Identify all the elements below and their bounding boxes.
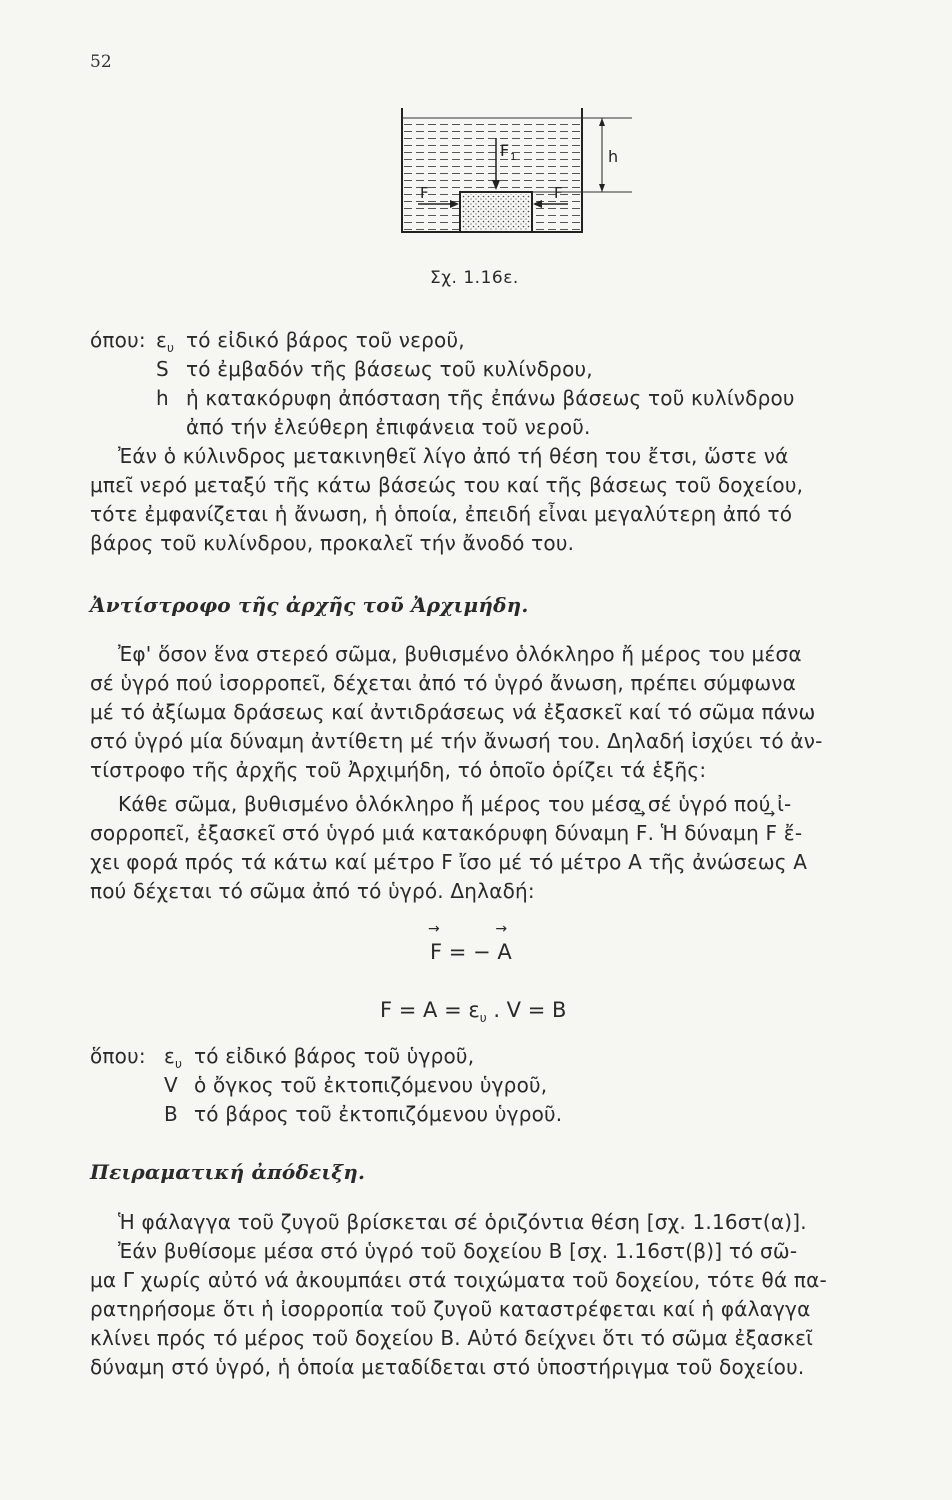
equation-magnitude: $F = A = \varepsilon_\upsilon$ . V = B [380, 998, 567, 1026]
symbol: ε [156, 328, 168, 352]
figure-caption: Σχ. 1.16ε. [430, 268, 519, 288]
text-line: Ἐάν βυθίσομε μέσα στό ὑγρό τοῦ δοχείου Β [σχ. 1.16στ(β)] τό σῶ- [118, 1239, 798, 1263]
definition-row [90, 355, 900, 384]
section-heading-experimental-proof: Πειραματική ἀπόδειξη. [90, 1160, 366, 1184]
paragraph-cylinder-moved [90, 442, 900, 558]
text-line: Κάθε σῶμα, βυθισμένο ὁλόκληρο ἤ μέρος του μέσα σέ ὑγρό πού ἰ- [118, 792, 792, 816]
symbol: V [164, 1073, 178, 1097]
text-line: μπεῖ νερό μεταξύ τῆς κάτω βάσεώς του καί τῆς βάσεως τοῦ δοχείου, [90, 473, 804, 497]
text-line: δύναμη στό ὑγρό, ἡ ὁποία μεταδίδεται στό ὑποστήριγμα τοῦ δοχείου. [90, 1355, 805, 1379]
vector-a: → A [497, 940, 511, 964]
text-line: βάρος τοῦ κυλίνδρου, προκαλεῖ τήν ἄνοδό του. [90, 531, 575, 555]
text-line: Ἡ φάλαγγα τοῦ ζυγοῦ βρίσκεται σέ ὁριζόντια θέση [σχ. 1.16στ(α)]. [118, 1210, 807, 1234]
page-number: 52 [90, 52, 112, 72]
section-heading-inverse-archimedes: Ἀντίστροφο τῆς ἀρχῆς τοῦ Ἀρχιμήδη. [90, 593, 529, 617]
vector-f: → F [766, 819, 778, 848]
definition-text: τό βάρος τοῦ ἐκτοπιζόμενου ὑγροῦ. [194, 1102, 563, 1126]
definition-row [90, 1100, 900, 1129]
text-line: μα Γ χωρίς αὐτό νά ἀκουμπάει στά τοιχώματα τοῦ δοχείου, τότε θά πα- [90, 1268, 827, 1292]
symbol-subscript: υ [167, 341, 175, 355]
text-line: σορροπεῖ, ἐξασκεῖ στό ὑγρό μιά κατακόρυφη δύναμη → F. Ἡ δύναμη → F ἔ- [90, 819, 900, 848]
definition-row [90, 384, 900, 413]
equation-vector: → F = − → A [430, 940, 512, 964]
left-force-label: F [420, 184, 429, 202]
paragraph-experiment [90, 1208, 900, 1382]
text-line: Ἐφ' ὅσον ἕνα στερεό σῶμα, βυθισμένο ὁλόκληρο ἤ μέρος του μέσα [118, 642, 802, 666]
text-line: χει φορά πρός τά κάτω καί μέτρο F ἴσο μέ τό μέτρο Α τῆς ἀνώσεως Α [90, 850, 808, 874]
symbol: B [164, 1102, 178, 1126]
right-force-label: F [554, 184, 563, 202]
vector-f: → F [636, 819, 648, 848]
text-line: κλίνει πρός τό μέρος τοῦ δοχείου Β. Αὐτό δείχνει ὅτι τό σῶμα ἐξασκεῖ [90, 1326, 814, 1350]
definition-text: ἡ κατακόρυφη ἀπόσταση τῆς ἐπάνω βάσεως τοῦ κυλίνδρου [186, 386, 795, 410]
text-line: πού δέχεται τό σῶμα ἀπό τό ὑγρό. Δηλαδή: [90, 879, 535, 903]
figure-cylinder-in-water [392, 100, 642, 240]
definition-label: ὅπου: [90, 1044, 146, 1068]
cylinder-fill [462, 194, 530, 230]
definition-text: τό εἰδικό βάρος τοῦ νεροῦ, [186, 328, 465, 352]
text-line: τότε ἐμφανίζεται ἡ ἄνωση, ἡ ὁποία, ἐπειδή εἶναι μεγαλύτερη ἀπό τό [90, 502, 793, 526]
text-line: τίστροφο τῆς ἀρχῆς τοῦ Ἀρχιμήδη, τό ὁποῖο ὁρίζει τά ἑξῆς: [90, 758, 707, 782]
text-line: σέ ὑγρό πού ἰσορροπεῖ, δέχεται ἀπό τό ὑγρό ἄνωση, πρέπει σύμφωνα [90, 671, 797, 695]
f1-subscript: 1 [510, 152, 517, 163]
f1-label: F [500, 141, 510, 160]
paragraph-statement [90, 790, 900, 906]
symbol-subscript: υ [175, 1057, 183, 1071]
definition-label: όπου: [90, 328, 146, 352]
definition-text: ἀπό τήν ἐλεύθερη ἐπιφάνεια τοῦ νεροῦ. [186, 415, 591, 439]
definition-row [90, 1042, 900, 1071]
text-line: μέ τό ἀξίωμα δράσεως καί ἀντιδράσεως νά ἐξασκεῖ καί τό σῶμα πάνω [90, 700, 816, 724]
container-diagram [392, 100, 642, 240]
definitions-water [90, 326, 900, 442]
text-line: στό ὑγρό μία δύναμη ἀντίθετη μέ τήν ἄνωσή του. Δηλαδή ἰσχύει τό ἀν- [90, 729, 823, 753]
definition-text: τό εἰδικό βάρος τοῦ ὑγροῦ, [194, 1044, 475, 1068]
vector-f: → F [430, 940, 442, 964]
h-label: h [608, 147, 619, 166]
symbol: ε [164, 1044, 176, 1068]
definition-text: τό ἐμβαδόν τῆς βάσεως τοῦ κυλίνδρου, [186, 357, 593, 381]
definition-row [90, 326, 900, 355]
definition-row [90, 413, 900, 442]
definition-text: ὁ ὄγκος τοῦ ἐκτοπιζόμενου ὑγροῦ, [194, 1073, 548, 1097]
symbol: h [156, 386, 169, 410]
text-line: ρατηρήσομε ὅτι ἡ ἰσορροπία τοῦ ζυγοῦ καταστρέφεται καί ἡ φάλαγγα [90, 1297, 811, 1321]
text-line: Ἐάν ὁ κύλινδρος μετακινηθεῖ λίγο ἀπό τή θέση του ἔτσι, ὥστε νά [118, 444, 789, 468]
paragraph-inverse-principle [90, 640, 900, 785]
definition-row [90, 1071, 900, 1100]
symbol: S [156, 357, 169, 381]
definitions-liquid [90, 1042, 900, 1129]
